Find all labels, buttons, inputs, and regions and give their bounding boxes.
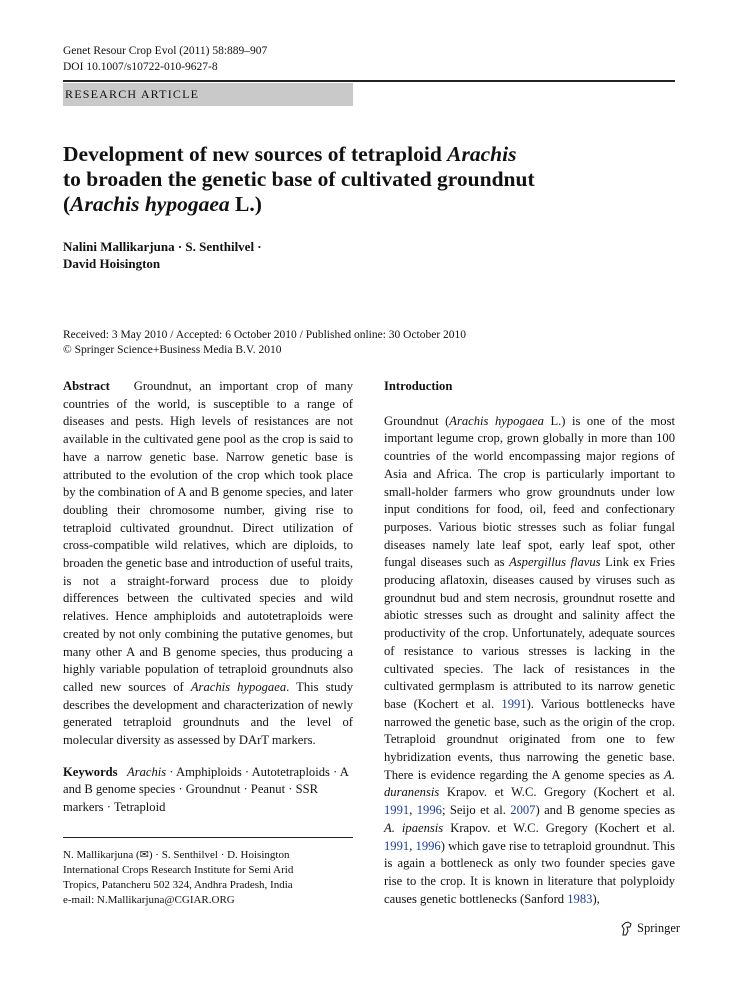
citation-link[interactable]: 2007 (510, 803, 536, 818)
right-column (384, 378, 675, 908)
email[interactable]: e-mail: N.Mallikarjuna@CGIAR.ORG (63, 894, 235, 906)
introduction-paragraph: Groundnut (Arachis hypogaea L.) is one of the most important legume crop, grown globally in more than 100 countries of the world encompassing major regions of Asia and Africa. The crop is particularly important to small-holder farmers who grow groundnuts under low input conditions for food, oil, feed and confectionary purposes. Various biotic stresses such as foliar fungal diseases namely late leaf spot, early leaf spot, other fungal diseases such as Aspergillus flavus Link ex Fries producing aflatoxin, diseases caused by viruses such as groundnut bud and stem necrosis, groundnut rosette and abiotic stresses such as drought and salinity affect the productivity of the crop. Unfortunately, adequate sources of resistance to various stresses is lacking in the cultivated species. The lack of resistances in the cultivated germplasm is attributed to its narrow genetic base (Kochert et al. 1991). Various bottlenecks have narrowed the genetic base, such as the origin of the crop. Tetraploid groundnut originated from one to few hybridization events, thus narrowing the genetic base. There is evidence regarding the A genome species as A. duranensis Krapov. et W.C. Gregory (Kochert et al. 1991, 1996; Seijo et al. 2007) and B genome species as A. ipaensis Krapov. et W.C. Gregory (Kochert et al. 1991, 1996) which gave rise to tetraploid groundnut. This is again a bottleneck as only two founder species gave rise to the crop. It is known in literature that polyploidy causes genetic bottlenecks (Sanford 1983), (384, 413, 676, 906)
publication-dates: Received: 3 May 2010 / Accepted: 6 October 2010 / Published online: 30 October 2010 © Springer Science+Business Media B.V. 2010 (63, 328, 683, 358)
springer-horse-icon (620, 921, 633, 936)
citation-link[interactable]: 1991 (384, 838, 410, 853)
citation-link[interactable]: 1996 (416, 803, 442, 818)
abstract-heading: Abstract (63, 379, 110, 393)
keywords-heading: Keywords (63, 764, 118, 779)
footnote-rule (63, 837, 353, 838)
publisher-logo (620, 921, 680, 936)
copyright: © Springer Science+Business Media B.V. 2010 (63, 344, 282, 356)
author-affiliation: N. Mallikarjuna (✉) · S. Senthilvel · D. Hoisington International Crops Research Institute for Semi Arid Tropics, Patancheru 502 324, Andhra Pradesh, India e-mail: N.Mallikarjuna@CGIAR.ORG (63, 848, 353, 908)
citation-link[interactable]: 1983 (567, 891, 593, 906)
journal-header (63, 43, 267, 75)
journal-citation: Genet Resour Crop Evol (2011) 58:889–907 (63, 45, 268, 57)
citation-link[interactable]: 1991 (384, 803, 410, 818)
keywords: Keywords Arachis · Amphiploids · Autotetraploids · A and B genome species · Groundnut · Peanut · SSR markers · Tetraploid (63, 764, 349, 815)
author-list: Nalini Mallikarjuna · S. Senthilvel · David Hoisington (63, 239, 262, 271)
abstract: Abstract Groundnut, an important crop of many countries of the world, is susceptible to a range of diseases and pests. High levels of resistances are not available in the cultivated gene pool as the crop is said to have a narrow genetic base. Narrow genetic base is attributed to the evolution of the crop which took place by the combination of A and B genome species, and later doubling their chromosome number, giving rise to tetraploid cultivated groundnut. Direct utilization of cross-compatible wild relatives, which are diploids, to broaden the genetic base and introduction of useful traits, is not a straight-forward process due to ploidy differences between the cultivated species and wild relatives. Hence amphiploids and autotetraploids were created by not only combining the putative genomes, but many other A and B genome species, thus producing a highly variable population of tetraploid groundnuts also called new sources of Arachis hypogaea. This study describes the development and characterization of newly generated tetraploid groundnuts and the level of molecular diversity as assessed by DArT markers. (63, 379, 353, 748)
left-column (63, 378, 353, 817)
introduction-heading: Introduction (384, 379, 453, 393)
publisher-name: Springer (637, 921, 681, 935)
article-type-banner: RESEARCH ARTICLE (63, 83, 353, 106)
article-title: Development of new sources of tetraploid Arachis to broaden the genetic base of cultivated groundnut (Arachis hypogaea L.) (63, 142, 535, 216)
citation-link[interactable]: 1996 (415, 838, 441, 853)
top-rule (63, 80, 675, 82)
doi[interactable]: DOI 10.1007/s10722-010-9627-8 (63, 61, 218, 73)
citation-link[interactable]: 1991 (501, 696, 527, 711)
